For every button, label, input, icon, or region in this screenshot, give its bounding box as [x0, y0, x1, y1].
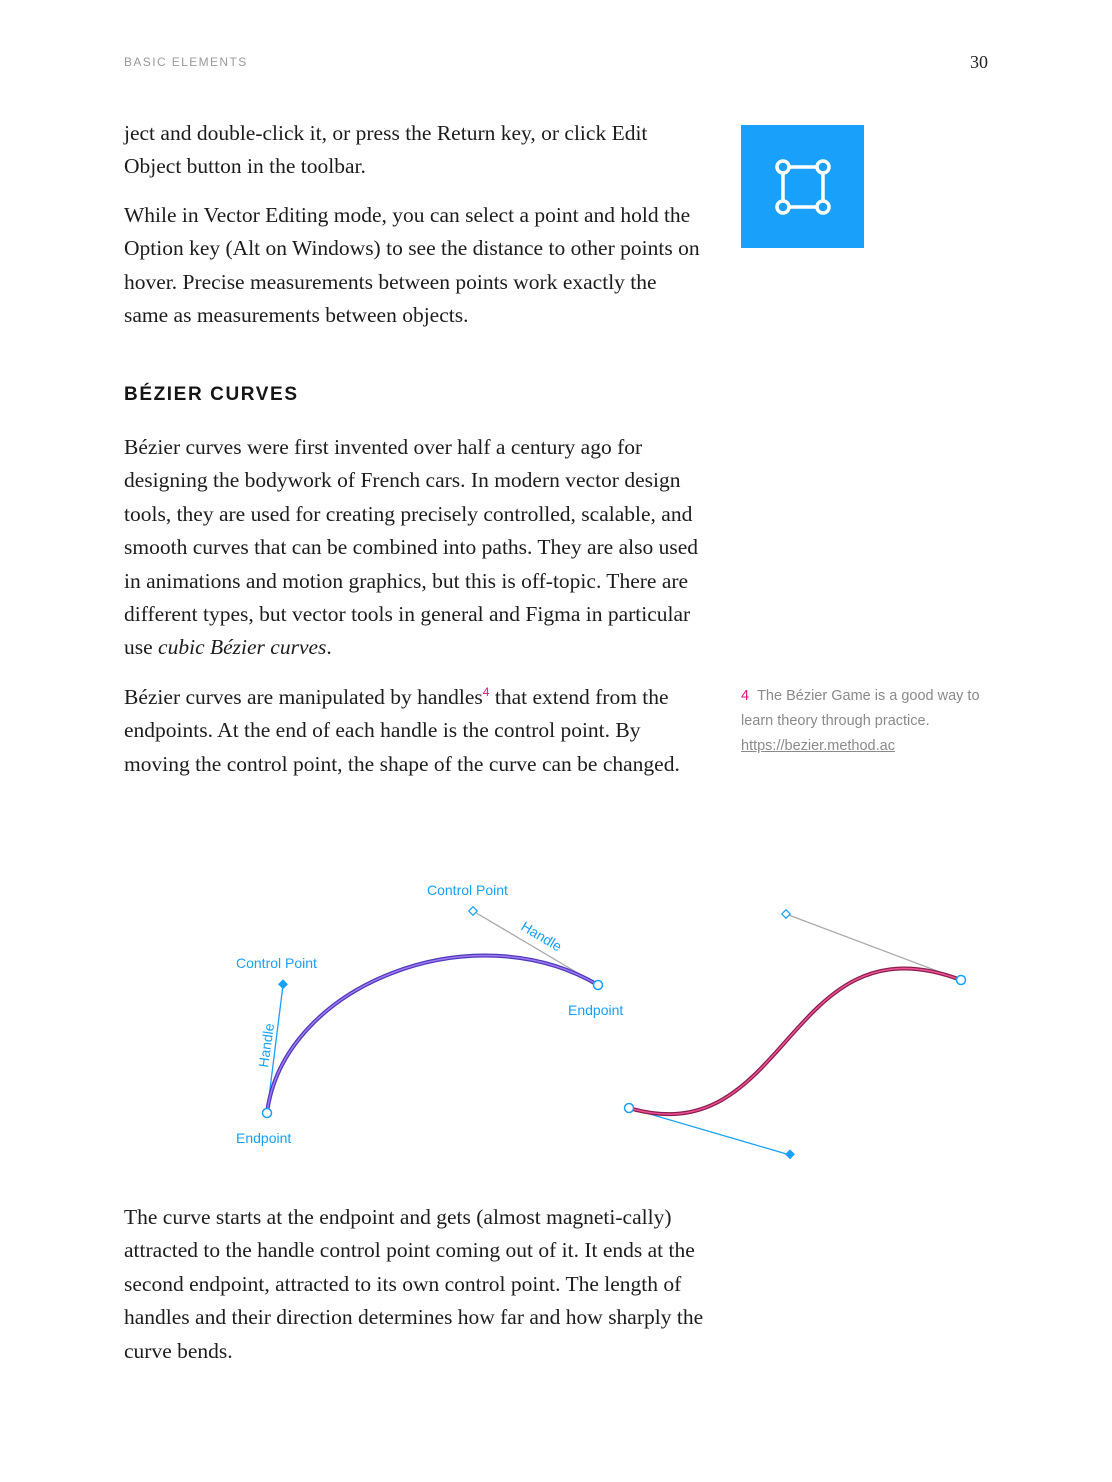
label-endpoint-right: Endpoint — [568, 1002, 624, 1018]
page-number: 30 — [970, 52, 988, 72]
control-point-s-bottom — [785, 1149, 795, 1159]
footnote-text: The Bézier Game is a good way to learn theory through practice. — [741, 688, 980, 729]
bezier-curve-purple-highlight — [267, 956, 598, 1113]
bezier-curve-pink-highlight — [629, 968, 961, 1114]
paragraph-end: . — [326, 635, 332, 660]
paragraph-text: that extend from the endpoints. At the end of each handle is the control point. By moving the control point, the shape of the curve can be changed. — [124, 685, 680, 776]
footnote-link[interactable]: https://bezier.method.ac — [741, 738, 895, 754]
paragraph-text: Bézier curves were first invented over half a century ago for designing the bodywork of French cars. In modern vector design tools, they are used for creating precisely controlled, scalable, and smooth curves that can be combined into paths. They are also used in animations and motion graphics, but this is off-topic. There are different types, but vector tools in general and Figma in particular use — [124, 435, 698, 660]
sidenote — [741, 684, 991, 759]
paragraph-curve-behavior: The curve starts at the endpoint and gets (almost magneti-cally) attracted to the handle control point coming out of it. It ends at the second endpoint, attracted to its own control point. The length of handles and their direction determines how far and how sharply the curve bends. — [124, 1205, 704, 1363]
paragraph-edit-object: ject and double-click it, or press the Return key, or click Edit Object button in the toolbar. — [124, 121, 648, 179]
bezier-diagram — [0, 860, 1112, 1180]
vector-edit-icon-tile — [741, 125, 864, 248]
section-title: BÉZIER CURVES — [124, 384, 299, 405]
endpoint-right — [594, 981, 603, 990]
cubic-bezier-term: cubic Bézier curves — [158, 635, 327, 660]
control-point-top — [469, 907, 477, 915]
endpoint-s-left — [625, 1104, 634, 1113]
footnote-number: 4 — [741, 688, 750, 704]
running-head: BASIC ELEMENTS — [124, 55, 248, 69]
label-endpoint-bottom: Endpoint — [236, 1130, 292, 1146]
endpoint-s-right — [957, 976, 966, 985]
paragraph-vector-editing: While in Vector Editing mode, you can select a point and hold the Option key (Alt on Windows) to see the distance to other points on hover. Precise measurements between points work exactly the same as measurements between objects. — [124, 203, 700, 328]
bezier-curve-pink — [629, 968, 961, 1114]
paragraph-text: Bézier curves are manipulated by handles — [124, 685, 483, 709]
label-control-point-top: Control Point — [427, 882, 508, 898]
footnote-reference[interactable]: 4 — [482, 684, 490, 699]
control-point-s-top — [782, 910, 790, 918]
paragraph-handles — [124, 681, 704, 781]
label-handle-top: Handle — [518, 917, 565, 955]
control-point-left — [278, 979, 288, 989]
label-control-point-left: Control Point — [236, 955, 317, 971]
label-handle-left: Handle — [255, 1022, 278, 1069]
paragraph-bezier-history — [124, 431, 704, 665]
bezier-curve-purple — [267, 956, 598, 1113]
endpoint-bottom — [263, 1109, 272, 1118]
vector-edit-icon — [775, 159, 831, 215]
